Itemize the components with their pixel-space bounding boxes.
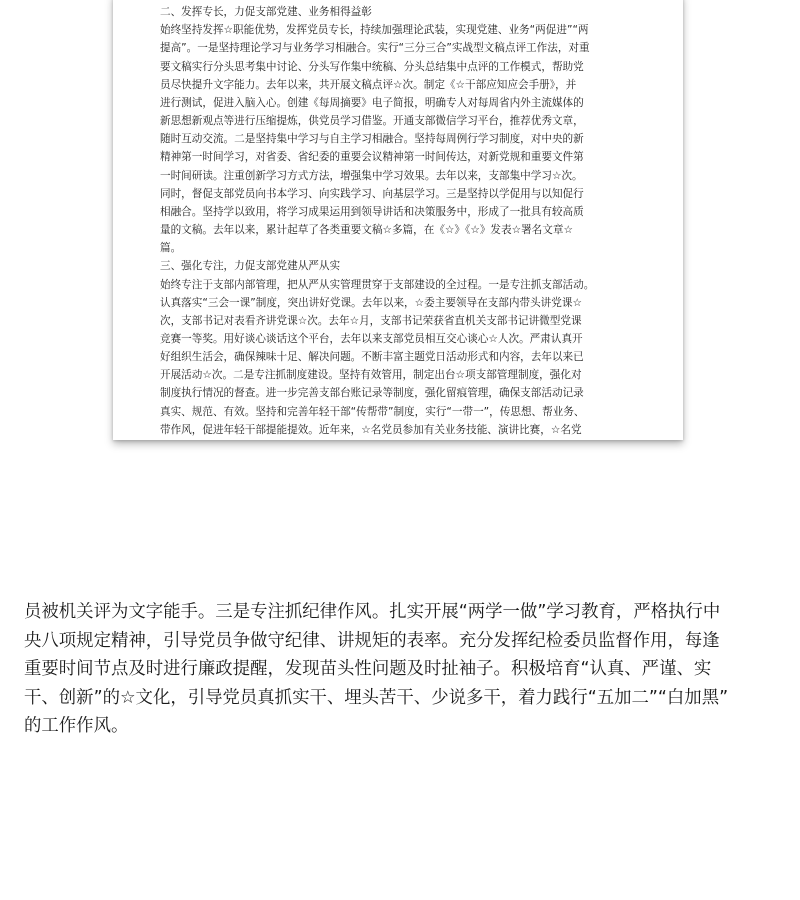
preview-line: 竞赛一等奖。用好谈心谈话这个平台，去年以来支部党员相互交心谈心☆人次。严肃认真开: [160, 332, 583, 345]
continuation-line: 的工作作风。: [24, 716, 129, 737]
preview-line: 员尽快提升文字能力。去年以来，共开展文稿点评☆次。制定《☆干部应知应会手册》，并: [160, 78, 577, 91]
preview-line: 始终专注于支部内部管理，把从严从实管理贯穿于支部建设的全过程。一是专注抓支部活动。: [160, 278, 595, 291]
preview-line: 制度执行情况的督查。进一步完善支部台账记录等制度，强化留痕管理，确保支部活动记录: [160, 387, 584, 400]
section-heading-2: 二、发挥专长，力促支部党建、业务相得益彰: [160, 6, 372, 19]
preview-line: 进行测试，促进入脑入心。创建《每周摘要》电子简报，明确专人对每周省内外主流媒体的: [160, 96, 584, 109]
preview-line: 次，支部书记对表看齐讲党课☆次。去年☆月，支部书记荣获省直机关支部书记讲微型党课: [160, 314, 582, 327]
continuation-line: 干、创新”的☆文化，引导党员真抓实干、埋头苦干、少说多干，着力践行“五加二”“白加黑”: [24, 687, 729, 708]
preview-text-block: [160, 0, 642, 439]
preview-line: 量的文稿。去年以来，累计起草了各类重要文稿☆多篇，在《☆》《☆》发表☆署名文章☆: [160, 224, 573, 237]
continuation-line: 重要时间节点及时进行廉政提醒，发现苗头性问题及时扯袖子。积极培育“认真、严谨、实: [24, 659, 712, 680]
preview-line: 始终坚持发挥☆职能优势，发挥党员专长，持续加强理论武装，实现党建、业务“两促进”“两: [160, 24, 589, 37]
preview-line: 好组织生活会，确保辣味十足、解决问题。不断丰富主题党日活动形式和内容，去年以来已: [160, 351, 584, 364]
continuation-line: 员被机关评为文字能手。三是专注抓纪律作风。扎实开展“两学一做”学习教育，严格执行中: [24, 602, 721, 622]
preview-line: 相融合。坚持学以致用，将学习成果运用到领导讲话和决策服务中，形成了一批具有较高质: [160, 205, 584, 218]
preview-line: 同时，督促支部党员向书本学习、向实践学习、向基层学习。三是坚持以学促用与以知促行: [160, 187, 584, 200]
preview-line: 新思想新观点等进行压缩提炼，供党员学习借鉴。开通支部微信学习平台，推荐优秀文章，: [160, 115, 584, 128]
preview-line: 一时间研读。注重创新学习方式方法，增强集中学习效果。去年以来，支部集中学习☆次。: [160, 169, 583, 182]
section-heading-3: 三、强化专注，力促支部党建从严从实: [160, 260, 341, 273]
document-preview-page: [113, 0, 683, 440]
continuation-paragraph: [24, 598, 784, 741]
preview-line: 带作风，促进年轻干部提能提效。近年来，☆名党员参加有关业务技能、演讲比赛，☆名党: [160, 423, 582, 436]
preview-line: 真实、规范、有效。坚持和完善年轻干部“传帮带”制度，实行“一带一”，传思想、帮业务、: [160, 405, 585, 418]
preview-line: 认真落实“三会一课”制度，突出讲好党课。去年以来，☆委主要领导在支部内带头讲党课☆: [160, 296, 582, 309]
preview-line: 提高”。一是坚持理论学习与业务学习相融合。实行“三分三合”实战型文稿点评工作法，对重: [160, 42, 590, 55]
preview-line: 开展活动☆次。二是专注抓制度建设。坚持有效管用，制定出台☆项支部管理制度，强化对: [160, 369, 582, 382]
preview-line: 要文稿实行分头思考集中讨论、分头写作集中统稿、分头总结集中点评的工作模式，帮助党: [160, 60, 584, 73]
preview-line: 精神第一时间学习，对省委、省纪委的重要会议精神第一时间传达，对新党规和重要文件第: [160, 151, 584, 164]
preview-line: 篇。: [160, 242, 182, 255]
preview-line: 随时互动交流。二是坚持集中学习与自主学习相融合。坚持每周例行学习制度，对中央的新: [160, 133, 584, 146]
continuation-line: 央八项规定精神，引导党员争做守纪律、讲规矩的表率。充分发挥纪检委员监督作用，每逢: [24, 630, 720, 651]
